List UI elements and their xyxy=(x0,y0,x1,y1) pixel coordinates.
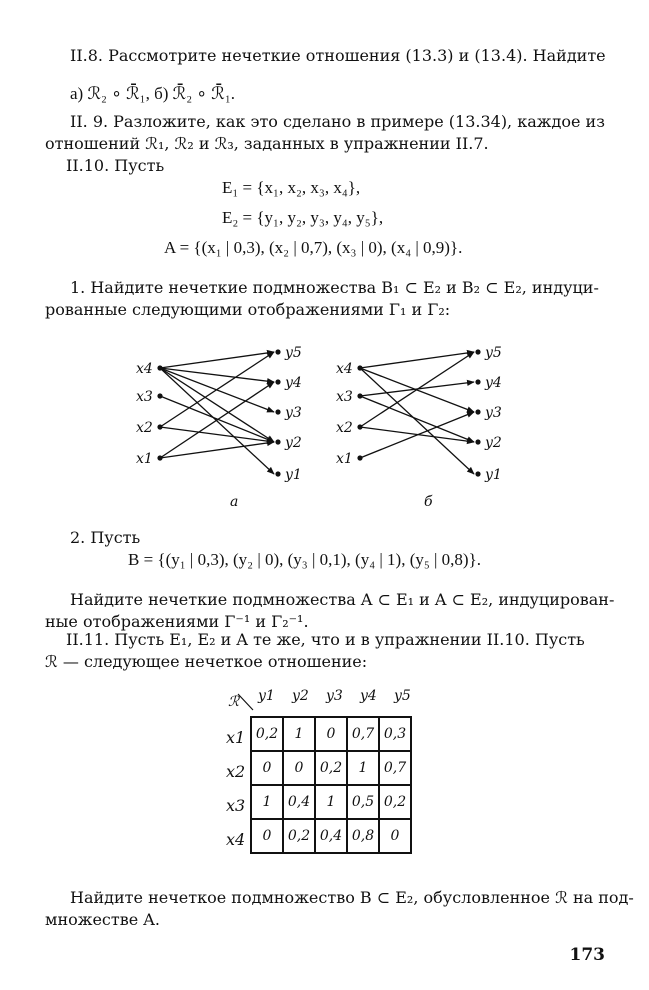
table-cell: 0,8 xyxy=(347,819,379,853)
row-x2: x2 xyxy=(226,762,246,781)
mapping-graphs xyxy=(0,330,649,530)
graph-a-node-y3 xyxy=(275,409,280,414)
ex-ii10-item1-line2: рованные следующими отображениями Γ₁ и Γ₂: xyxy=(45,300,451,319)
graph-a-node-x3 xyxy=(157,393,162,398)
ex-ii11-line2: ℛ — следующее нечеткое отношение: xyxy=(45,652,368,671)
table-cell: 0,2 xyxy=(251,717,283,751)
graph-a-label-y3: y3 xyxy=(285,405,302,421)
table-cell: 0 xyxy=(251,751,283,785)
ex-ii10-item1-line1: 1. Найдите нечеткие подмножества B₁ ⊂ E₂ и B₂ ⊂ E₂, индуци- xyxy=(70,278,599,297)
table-cell: 0,7 xyxy=(347,717,379,751)
table-row xyxy=(251,751,411,785)
table-cell: 1 xyxy=(283,717,315,751)
graph-a-label-y4: y4 xyxy=(285,375,302,391)
set-a: A = {(x₁ | 0,3), (x₂ | 0,7), (x₃ | 0), (x₄ | 0,9)}. xyxy=(164,238,463,257)
graph-a-node-y4 xyxy=(275,379,280,384)
graph-a-node-y5 xyxy=(275,349,280,354)
table-cell: 0,2 xyxy=(315,751,347,785)
graph-b-label-y5: y5 xyxy=(485,345,502,361)
ex-ii10-item2-line1: Найдите нечеткие подмножества A ⊂ E₁ и A ⊂ E₂, индуцирован- xyxy=(70,590,615,609)
graph-a-node-x4 xyxy=(157,365,162,370)
graph-a-label-x4: x4 xyxy=(136,361,153,377)
graph-b-label-x3: x3 xyxy=(336,389,353,405)
graph-b-label-y1: y1 xyxy=(485,467,502,483)
set-e1: E₁ = {x₁, x₂, x₃, x₄}, xyxy=(222,178,361,197)
table-cell: 1 xyxy=(347,751,379,785)
table-row xyxy=(251,819,411,853)
ex-ii10-item2-line2: ные отображениями Γ⁻¹ и Γ₂⁻¹. xyxy=(45,612,309,631)
graph-b-node-y2 xyxy=(475,439,480,444)
graph-b-node-x2 xyxy=(357,424,362,429)
ex-ii10-item2-label: 2. Пусть xyxy=(70,528,141,547)
table-cell: 0,3 xyxy=(379,717,411,751)
set-b: B = {(y₁ | 0,3), (y₂ | 0), (y₃ | 0,1), (y₄ | 1), (y₅ | 0,8)}. xyxy=(128,550,482,569)
graph-a-edge-x4-y1 xyxy=(160,368,274,474)
table-cell: 0,4 xyxy=(315,819,347,853)
table-cell: 0 xyxy=(379,819,411,853)
ex-ii8-line1: II.8. Рассмотрите нечеткие отношения (13.3) и (13.4). Найдите xyxy=(70,46,606,65)
graph-a-edge-x1-y4 xyxy=(160,382,274,458)
graph-a-edge-x1-y2 xyxy=(160,442,274,458)
table-cell: 0,4 xyxy=(283,785,315,819)
ex-ii10-intro: II.10. Пусть xyxy=(66,156,165,175)
graph-b-edge-x4-y5 xyxy=(360,352,474,368)
graph-b xyxy=(336,345,502,483)
graph-b-caption: б xyxy=(424,494,433,510)
table-cell: 1 xyxy=(251,785,283,819)
graph-a-caption: а xyxy=(230,494,239,510)
graph-a-node-x2 xyxy=(157,424,162,429)
ex-ii9-line1: II. 9. Разложите, как это сделано в примере (13.34), каждое из xyxy=(70,112,605,131)
col-y1: y1 xyxy=(258,688,275,704)
table-row xyxy=(251,717,411,751)
table-cell: 0,2 xyxy=(283,819,315,853)
graph-a-label-x1: x1 xyxy=(136,451,153,467)
graph-b-label-x4: x4 xyxy=(336,361,353,377)
ex-ii11-final-line1: Найдите нечеткое подмножество B ⊂ E₂, обусловленное ℛ на под- xyxy=(70,888,634,907)
relation-header xyxy=(0,684,649,714)
table-cell: 0 xyxy=(283,751,315,785)
graph-a-node-y2 xyxy=(275,439,280,444)
ex-ii8-line2: а) ℛ₂ ∘ ℛ̄₁, б) ℛ̄₂ ∘ ℛ̄₁. xyxy=(70,84,236,103)
graph-b-node-x1 xyxy=(357,455,362,460)
table-cell: 0,5 xyxy=(347,785,379,819)
row-x1: x1 xyxy=(226,728,246,747)
graph-b-label-y3: y3 xyxy=(485,405,502,421)
set-e2: E₂ = {y₁, y₂, y₃, y₄, y₅}, xyxy=(222,208,384,227)
table-cell: 0 xyxy=(315,717,347,751)
relation-corner-label: ℛ xyxy=(228,694,240,710)
graph-b-label-y4: y4 xyxy=(485,375,502,391)
col-y2: y2 xyxy=(292,688,309,704)
graph-b-node-y1 xyxy=(475,471,480,476)
corner-diagonal xyxy=(238,694,253,710)
graph-b-node-y5 xyxy=(475,349,480,354)
graph-a-label-y5: y5 xyxy=(285,345,302,361)
graph-a-node-y1 xyxy=(275,471,280,476)
graph-b-edge-x2-y5 xyxy=(360,352,474,427)
ex-ii9-line2: отношений ℛ₁, ℛ₂ и ℛ₃, заданных в упражнении II.7. xyxy=(45,134,489,153)
table-cell: 1 xyxy=(315,785,347,819)
graph-b-node-y4 xyxy=(475,379,480,384)
col-y3: y3 xyxy=(326,688,343,704)
graph-b-label-y2: y2 xyxy=(485,435,502,451)
graph-a xyxy=(136,345,302,483)
col-y5: y5 xyxy=(394,688,411,704)
ex-ii11-line1: II.11. Пусть E₁, E₂ и A те же, что и в упражнении II.10. Пусть xyxy=(66,630,585,649)
graph-b-label-x2: x2 xyxy=(336,420,353,436)
graph-b-node-x3 xyxy=(357,393,362,398)
graph-b-node-x4 xyxy=(357,365,362,370)
graph-a-label-x3: x3 xyxy=(136,389,153,405)
graph-a-node-x1 xyxy=(157,455,162,460)
relation-table xyxy=(250,716,412,854)
ex-ii11-final-line2: множестве A. xyxy=(45,910,160,929)
table-cell: 0 xyxy=(251,819,283,853)
graph-a-label-y2: y2 xyxy=(285,435,302,451)
graph-b-node-y3 xyxy=(475,409,480,414)
page-number: 173 xyxy=(569,945,605,965)
row-x4: x4 xyxy=(226,830,246,849)
table-row xyxy=(251,785,411,819)
graph-a-label-y1: y1 xyxy=(285,467,302,483)
col-y4: y4 xyxy=(360,688,377,704)
row-x3: x3 xyxy=(226,796,246,815)
graph-a-label-x2: x2 xyxy=(136,420,153,436)
table-cell: 0,2 xyxy=(379,785,411,819)
table-cell: 0,7 xyxy=(379,751,411,785)
graph-b-label-x1: x1 xyxy=(336,451,353,467)
graph-a-edge-x4-y5 xyxy=(160,352,274,368)
graph-a-edge-x2-y5 xyxy=(160,352,274,427)
